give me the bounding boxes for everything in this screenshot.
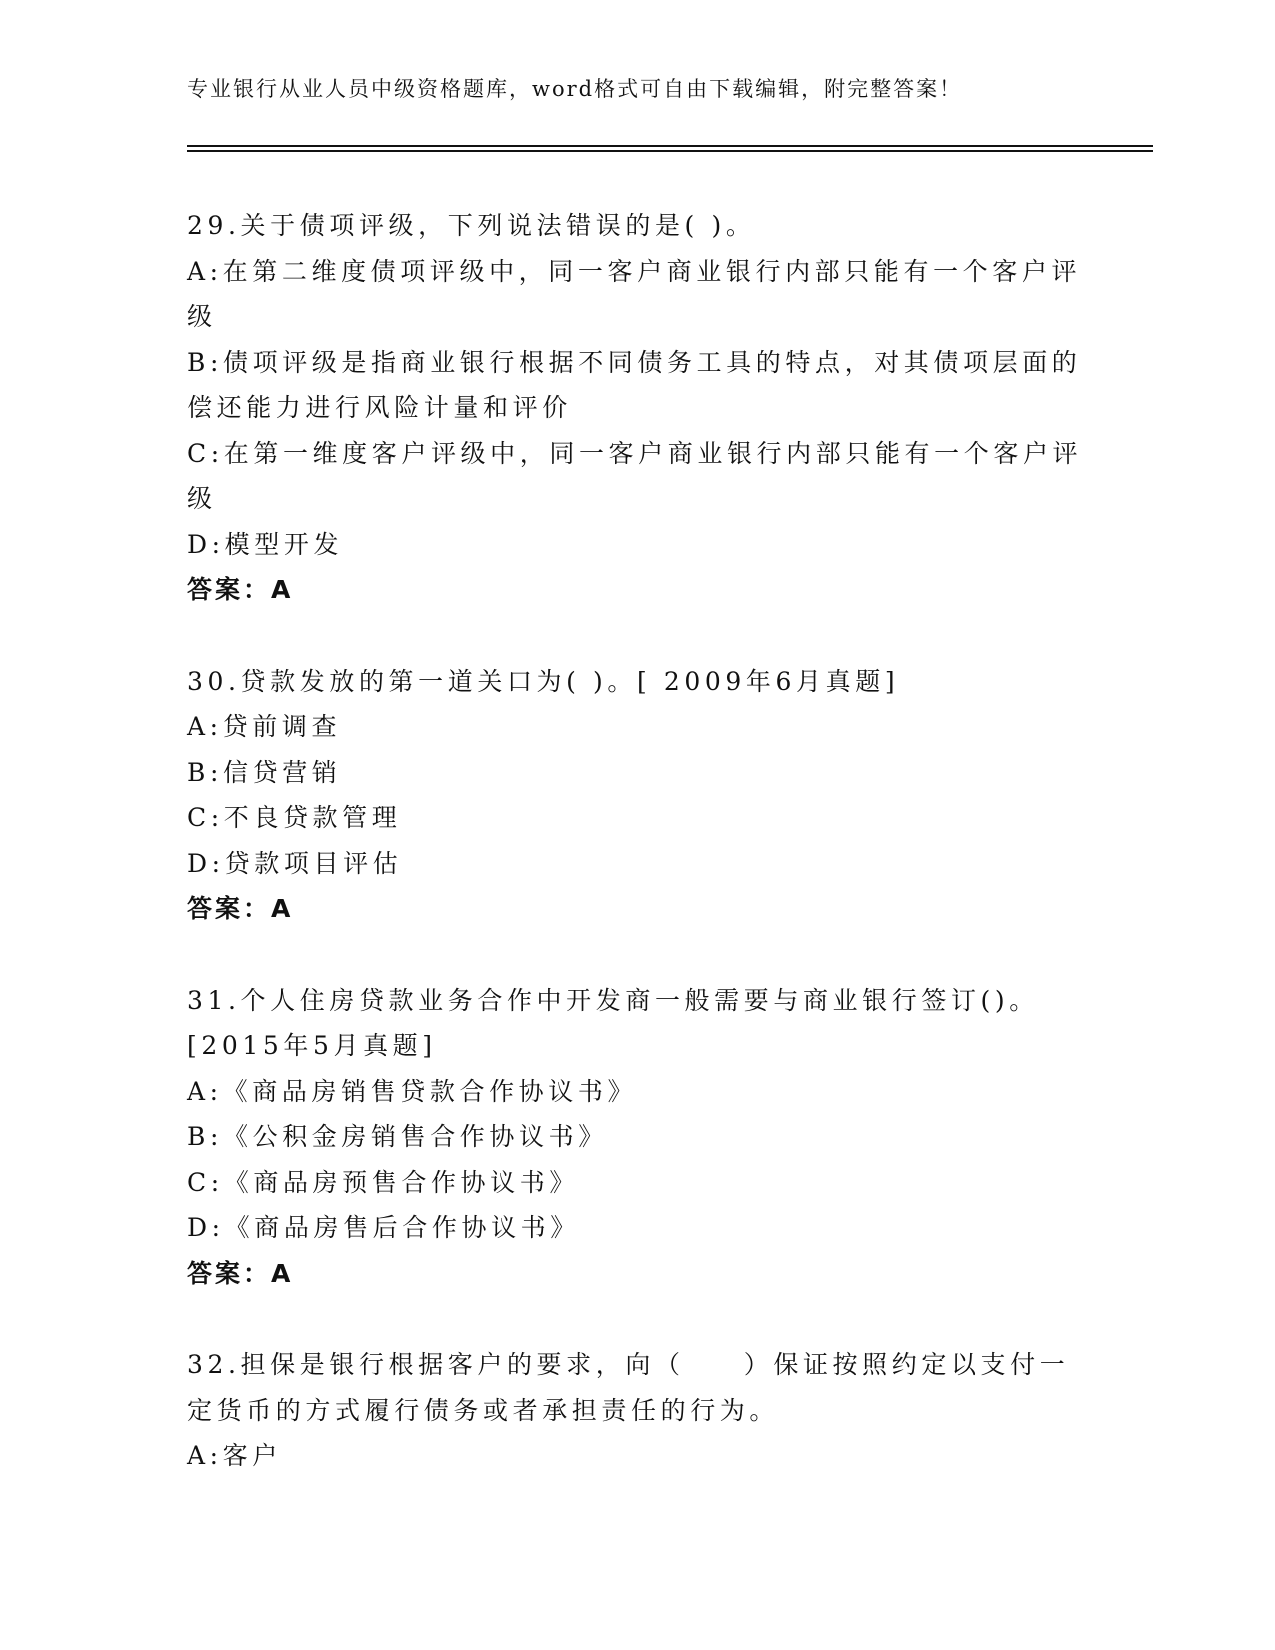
answer: 答案：A (187, 1258, 294, 1288)
question-list (187, 203, 1087, 1525)
option-a: A:贷前调查 (187, 712, 342, 741)
option-b: B:信贷营销 (187, 757, 342, 787)
question-30 (187, 659, 1087, 932)
question-29 (187, 203, 1087, 613)
option-a: A:《商品房销售贷款合作协议书》 (187, 1076, 638, 1106)
option-b: B:债项评级是指商业银行根据不同债务工具的特点，对其债项层面的偿还能力进行风险计量和评价 (187, 347, 1082, 422)
option-c: C:在第一维度客户评级中，同一客户商业银行内部只能有一个客户评级 (187, 438, 1083, 513)
question-31 (187, 978, 1087, 1297)
page-header: 专业银行从业人员中级资格题库，word格式可自由下载编辑，附完整答案！ (187, 77, 963, 101)
question-32 (187, 1342, 1087, 1479)
question-stem: 31.个人住房贷款业务合作中开发商一般需要与商业银行签订()。[2015年5月真题] (187, 985, 1039, 1060)
option-a: A:在第二维度债项评级中，同一客户商业银行内部只能有一个客户评级 (187, 256, 1082, 331)
option-c: C:《商品房预售合作协议书》 (187, 1167, 579, 1197)
option-d: D:模型开发 (187, 529, 344, 559)
question-stem: 29.关于债项评级，下列说法错误的是( )。 (187, 211, 756, 240)
header-divider-bottom (187, 150, 1153, 152)
answer: 答案：A (187, 894, 294, 923)
option-c: C:不良贷款管理 (187, 803, 402, 832)
option-b: B:《公积金房销售合作协议书》 (187, 1122, 608, 1151)
option-d: D:贷款项目评估 (187, 848, 403, 878)
question-stem: 30.贷款发放的第一道关口为( )。[ 2009年6月真题] (187, 666, 900, 696)
answer: 答案：A (187, 575, 294, 604)
option-d: D:《商品房售后合作协议书》 (187, 1213, 580, 1242)
question-stem: 32.担保是银行根据客户的要求，向（ ）保证按照约定以支付一定货币的方式履行债务或者承担责任的行为。 (187, 1350, 1070, 1425)
option-a: A:客户 (187, 1441, 282, 1470)
header-divider-top (187, 145, 1153, 147)
